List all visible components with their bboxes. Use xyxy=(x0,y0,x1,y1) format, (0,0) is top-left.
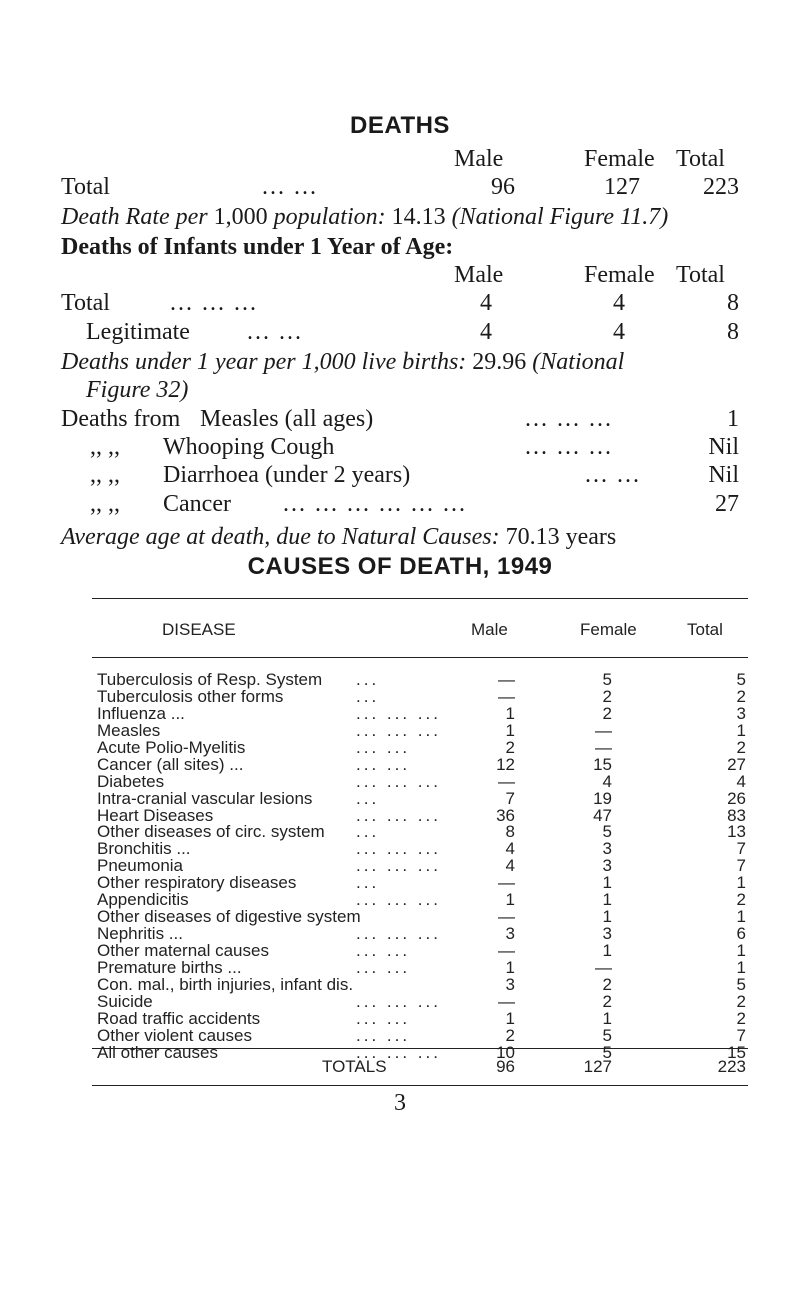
disease-name: Other violent causes xyxy=(97,1025,252,1045)
female-count: 3 xyxy=(602,856,612,876)
leader-dots: ... ... ... xyxy=(356,856,441,876)
total-count: 2 xyxy=(736,686,746,706)
totals-footer-female: 127 xyxy=(583,1057,612,1076)
infants-male-header: Male xyxy=(454,262,504,288)
disease-name: Other diseases of circ. system xyxy=(97,822,325,842)
page-title: DEATHS xyxy=(350,112,450,139)
specific-label: Cancer xyxy=(163,491,231,517)
specific-value: Nil xyxy=(708,462,739,488)
specific-dots: ... ... ... xyxy=(525,406,613,432)
totals-footer-male: 96 xyxy=(496,1057,515,1076)
death-rate-line xyxy=(61,204,668,231)
leader-dots: ... ... xyxy=(356,941,411,961)
male-count: 7 xyxy=(505,788,515,808)
infants-row-total: 8 xyxy=(727,290,739,316)
death-rate-value: 14.13 xyxy=(391,204,446,230)
leader-dots: ... xyxy=(356,822,380,842)
disease-name: Measles xyxy=(97,720,161,740)
male-count: 36 xyxy=(496,805,515,825)
specific-value: 27 xyxy=(715,491,739,517)
total-count: 7 xyxy=(736,839,746,859)
female-count: 1 xyxy=(602,1008,612,1028)
female-count: 2 xyxy=(602,703,612,723)
female-count: — xyxy=(595,957,612,977)
disease-name: Other diseases of digestive system xyxy=(97,907,361,927)
female-count: 15 xyxy=(593,754,612,774)
disease-name: All other causes xyxy=(97,1042,218,1062)
female-count: — xyxy=(595,720,612,740)
disease-name: Other respiratory diseases xyxy=(97,873,297,893)
total-count: 83 xyxy=(727,805,746,825)
male-count: 1 xyxy=(505,890,515,910)
disease-header: DISEASE xyxy=(162,620,236,639)
specific-prefix: ,, ,, xyxy=(90,434,120,460)
total-count: 1 xyxy=(736,907,746,927)
specific-prefix: ,, ,, xyxy=(90,462,120,488)
female-column-header: Female xyxy=(580,620,637,639)
total-count: 27 xyxy=(727,754,746,774)
totals-top-rule xyxy=(92,1048,748,1049)
header-rule xyxy=(92,657,748,658)
infants-row-male: 4 xyxy=(480,319,492,345)
male-count: 3 xyxy=(505,924,515,944)
specific-label: Measles (all ages) xyxy=(200,406,374,432)
male-count: 1 xyxy=(505,703,515,723)
leader-dots: ... xyxy=(356,788,380,808)
totals-dots: ... ... xyxy=(262,174,318,200)
total-column-header: Total xyxy=(687,620,723,639)
leader-dots: ... ... ... xyxy=(356,890,441,910)
male-count: 8 xyxy=(505,822,515,842)
male-count: 1 xyxy=(505,720,515,740)
female-count: 19 xyxy=(593,788,612,808)
specific-dots: ... ... xyxy=(585,462,641,488)
specific-dots: ... ... ... xyxy=(525,434,613,460)
male-count: 10 xyxy=(496,1042,515,1062)
male-count: 12 xyxy=(496,754,515,774)
total-count: 1 xyxy=(736,957,746,977)
leader-dots: ... ... xyxy=(356,957,411,977)
male-count: 1 xyxy=(505,1008,515,1028)
totals-female: 127 xyxy=(604,174,640,200)
female-count: — xyxy=(595,737,612,757)
female-count: 5 xyxy=(602,670,612,689)
male-count: 4 xyxy=(505,856,515,876)
specific-value: 1 xyxy=(727,406,739,432)
male-count: — xyxy=(498,907,515,927)
specific-label: Diarrhoea (under 2 years) xyxy=(163,462,411,488)
infant-rate-value: 29.96 xyxy=(472,349,527,375)
infant-rate-national: (National xyxy=(532,349,625,375)
infant-rate-line2: Figure 32) xyxy=(86,377,189,403)
disease-name: Tuberculosis other forms xyxy=(97,686,284,706)
total-count: 2 xyxy=(736,991,746,1011)
infants-row-total: 8 xyxy=(727,319,739,345)
infants-row-label: Total xyxy=(61,290,110,316)
leader-dots: ... ... ... xyxy=(356,720,441,740)
total-count: 15 xyxy=(727,1042,746,1062)
total-count: 6 xyxy=(736,924,746,944)
female-count: 1 xyxy=(602,890,612,910)
totals-male: 96 xyxy=(491,174,515,200)
female-count: 4 xyxy=(602,771,612,791)
specific-dots: ... ... ... ... ... ... xyxy=(283,491,467,517)
causes-title: CAUSES OF DEATH, 1949 xyxy=(247,553,553,580)
female-count: 2 xyxy=(602,974,612,994)
female-count: 1 xyxy=(602,907,612,927)
disease-name: Appendicitis xyxy=(97,890,189,910)
female-count: 5 xyxy=(602,822,612,842)
total-count: 7 xyxy=(736,1025,746,1045)
average-age-line xyxy=(61,524,616,551)
death-rate-national: (National Figure 11.7) xyxy=(451,204,669,230)
female-count: 3 xyxy=(602,839,612,859)
leader-dots: ... ... ... xyxy=(356,1042,441,1062)
female-count: 5 xyxy=(602,1025,612,1045)
male-count: — xyxy=(498,991,515,1011)
disease-name: Premature births ... xyxy=(97,957,242,977)
male-count: — xyxy=(498,873,515,893)
table-top-rule xyxy=(92,598,748,599)
death-rate-population: 1,000 xyxy=(213,204,268,230)
infants-total-header: Total xyxy=(676,262,725,288)
disease-name: Pneumonia xyxy=(97,856,184,876)
infants-female-header: Female xyxy=(584,262,655,288)
leader-dots: ... ... xyxy=(356,1025,411,1045)
female-count: 1 xyxy=(602,873,612,893)
disease-name: Bronchitis ... xyxy=(97,839,191,859)
female-count: 47 xyxy=(593,805,612,825)
total-count: 26 xyxy=(727,788,746,808)
female-count: 2 xyxy=(602,686,612,706)
male-count: 1 xyxy=(505,957,515,977)
leader-dots: ... ... ... xyxy=(356,839,441,859)
male-count: — xyxy=(498,686,515,706)
female-count: 1 xyxy=(602,941,612,961)
disease-name: Nephritis ... xyxy=(97,924,183,944)
infant-rate-line xyxy=(61,349,624,376)
total-header: Total xyxy=(676,146,725,172)
male-count: 3 xyxy=(505,974,515,994)
disease-name: Road traffic accidents xyxy=(97,1008,261,1028)
leader-dots: ... xyxy=(356,686,380,706)
total-count: 5 xyxy=(736,974,746,994)
total-count: 2 xyxy=(736,890,746,910)
disease-name: Acute Polio-Myelitis xyxy=(97,737,246,757)
male-count: 2 xyxy=(505,1025,515,1045)
infants-heading: Deaths of Infants under 1 Year of Age: xyxy=(61,234,454,260)
disease-name: Con. mal., birth injuries, infant dis. xyxy=(97,974,354,994)
disease-name: Heart Diseases xyxy=(97,805,214,825)
infants-row-male: 4 xyxy=(480,290,492,316)
totals-total: 223 xyxy=(703,174,739,200)
male-header: Male xyxy=(454,146,504,172)
male-count: — xyxy=(498,941,515,961)
total-count: 2 xyxy=(736,1008,746,1028)
specific-prefix: Deaths from xyxy=(61,406,181,432)
leader-dots: ... ... ... xyxy=(356,805,441,825)
average-age-value: 70.13 years xyxy=(505,524,617,550)
total-count: 1 xyxy=(736,720,746,740)
total-count: 4 xyxy=(736,771,746,791)
male-column-header: Male xyxy=(471,620,508,639)
total-count: 2 xyxy=(736,737,746,757)
totals-footer-label: TOTALS xyxy=(322,1057,387,1076)
total-count: 1 xyxy=(736,941,746,961)
leader-dots: ... ... ... xyxy=(356,703,441,723)
infants-row-label: Legitimate xyxy=(86,319,190,345)
disease-name: Diabetes xyxy=(97,771,165,791)
total-count: 5 xyxy=(736,670,746,689)
female-count: 3 xyxy=(602,924,612,944)
specific-label: Whooping Cough xyxy=(163,434,335,460)
average-age-label: Average age at death, due to Natural Causes: xyxy=(61,524,500,550)
totals-label: Total xyxy=(61,174,110,200)
total-count: 1 xyxy=(736,873,746,893)
female-header: Female xyxy=(584,146,655,172)
disease-name: Tuberculosis of Resp. System xyxy=(97,670,323,689)
total-count: 7 xyxy=(736,856,746,876)
leader-dots: ... ... ... xyxy=(356,771,441,791)
disease-name: Intra-cranial vascular lesions xyxy=(97,788,313,808)
leader-dots: ... ... xyxy=(356,1008,411,1028)
leader-dots: ... ... xyxy=(356,737,411,757)
specific-value: Nil xyxy=(708,434,739,460)
infant-rate-label: Deaths under 1 year per 1,000 live births: xyxy=(61,349,467,375)
leader-dots: ... ... xyxy=(356,754,411,774)
male-count: — xyxy=(498,670,515,689)
infants-row-dots: ... ... ... xyxy=(170,290,258,316)
specific-prefix: ,, ,, xyxy=(90,491,120,517)
male-count: 2 xyxy=(505,737,515,757)
male-count: — xyxy=(498,771,515,791)
infants-row-female: 4 xyxy=(613,290,625,316)
death-rate-label2: population: xyxy=(273,204,386,230)
infants-row-dots: ... ... xyxy=(247,319,303,345)
leader-dots: ... xyxy=(356,873,380,893)
infants-row-female: 4 xyxy=(613,319,625,345)
female-count: 5 xyxy=(602,1042,612,1062)
totals-bottom-rule xyxy=(92,1085,748,1086)
disease-name: Cancer (all sites) ... xyxy=(97,754,244,774)
disease-name: Other maternal causes xyxy=(97,941,269,961)
total-count: 13 xyxy=(727,822,746,842)
leader-dots: ... ... ... xyxy=(356,991,441,1011)
disease-name: Suicide xyxy=(97,991,153,1011)
disease-name: Influenza ... xyxy=(97,703,185,723)
leader-dots: ... xyxy=(356,670,380,689)
death-rate-label: Death Rate per xyxy=(61,204,208,230)
page-number: 3 xyxy=(394,1090,406,1116)
male-count: 4 xyxy=(505,839,515,859)
leader-dots: ... ... ... xyxy=(356,924,441,944)
female-count: 2 xyxy=(602,991,612,1011)
totals-footer-total: 223 xyxy=(717,1057,746,1076)
total-count: 3 xyxy=(736,703,746,723)
